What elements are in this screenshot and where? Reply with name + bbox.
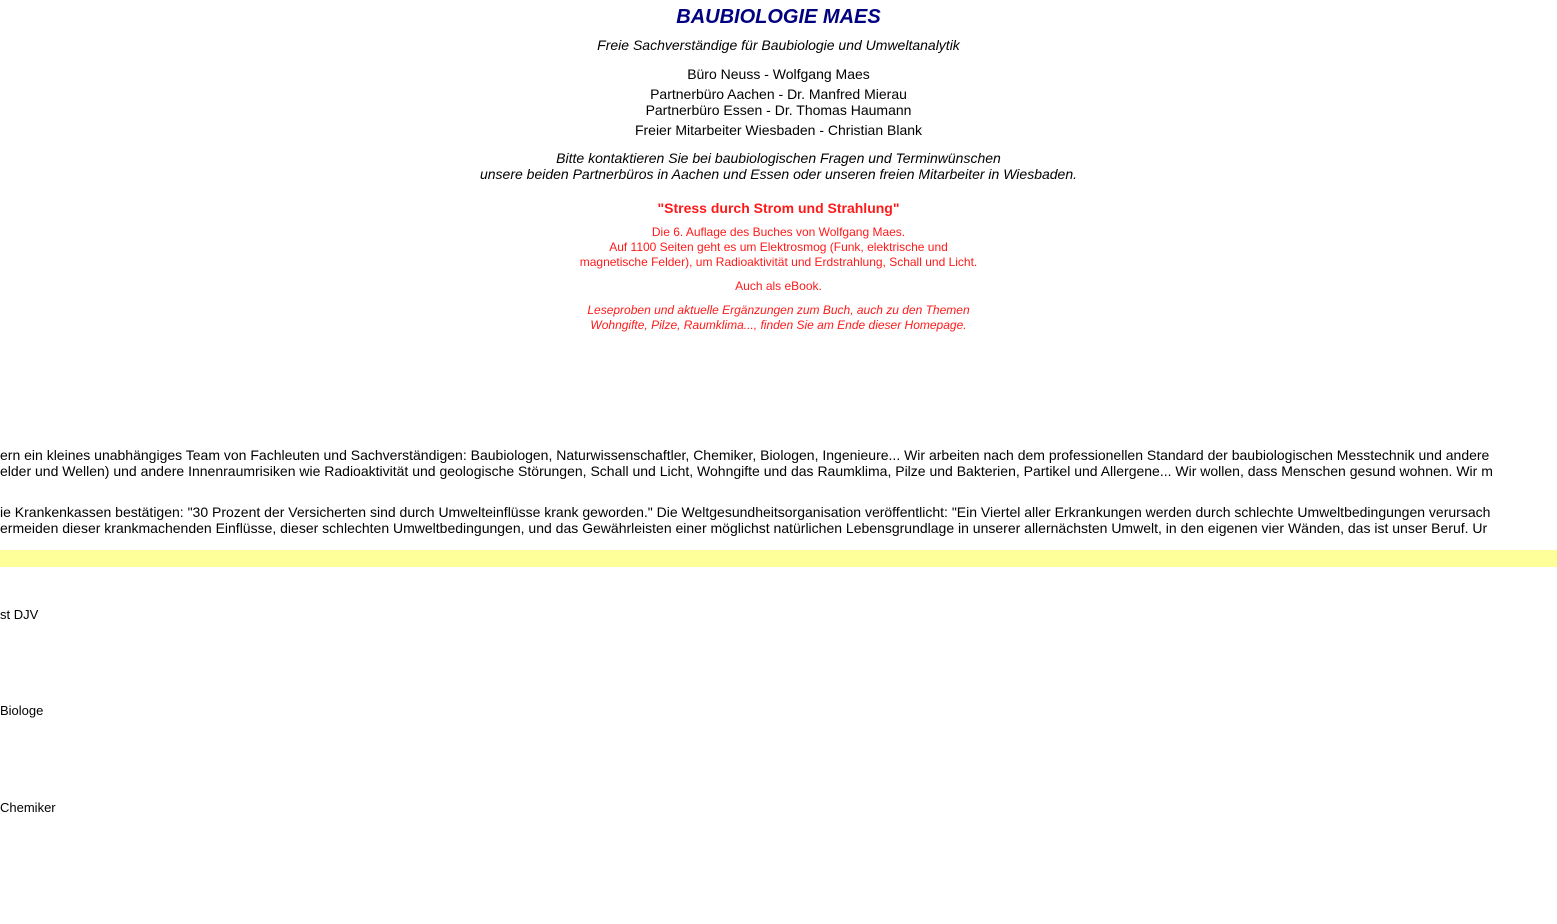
book-title[interactable]: "Stress durch Strom und Strahlung" [657,200,900,216]
highlight-bar [0,550,1557,567]
health-paragraph-line2: ermeiden dieser krankmachenden Einflüsse, dieser schlechten Umweltbedingungen, und das Gewährleisten einer möglichst natürlichen Lebensgrundlage in unserer allernächsten Umwelt, in den eigenen vier Wänden, das ist unser Beruf. Ur [0,520,1488,536]
office-aachen: Partnerbüro Aachen - Dr. Manfred Mierau [650,86,907,102]
book-excerpt-line2[interactable]: Wohngifte, Pilze, Raumklima..., finden Sie am Ende dieser Homepage. [590,318,967,332]
site-title: BAUBIOLOGIE MAES [676,6,881,28]
team-member-label: Chemiker [0,800,56,815]
book-desc-line2: Auf 1100 Seiten geht es um Elektrosmog (Funk, elektrische und [609,240,948,254]
health-paragraph-line1: ie Krankenkassen bestätigen: "30 Prozent der Versicherten sind durch Umwelteinflüsse krank geworden." Die Weltgesundheitsorganisation veröffentlicht: "Ein Viertel aller Erkrankungen werden durch schlechte Umweltbedingungen verursach [0,504,1491,520]
office-neuss: Büro Neuss - Wolfgang Maes [687,66,870,82]
intro-paragraph-line2: elder und Wellen) und andere Innenraumrisiken wie Radioaktivität und geologische Störungen, Schall und Licht, Wohngifte und das Raumklima, Pilze und Bakterien, Partikel und Allergene... Wir wollen, dass Menschen gesund wohnen. Wir m [0,463,1493,479]
office-wiesbaden: Freier Mitarbeiter Wiesbaden - Christian Blank [634,122,923,138]
book-excerpt-line1[interactable]: Leseproben und aktuelle Ergänzungen zum Buch, auch zu den Themen [587,303,970,317]
team-member-label: Biologe [0,703,44,718]
book-desc-line3: magnetische Felder), um Radioaktivität und Erdstrahlung, Schall und Licht. [579,255,978,269]
team-member-label: st DJV [0,607,39,622]
office-essen: Partnerbüro Essen - Dr. Thomas Haumann [645,102,912,118]
site-subtitle: Freie Sachverständige für Baubiologie und Umweltanalytik [597,37,960,53]
book-desc-line1: Die 6. Auflage des Buches von Wolfgang Maes. [651,225,906,239]
intro-paragraph-line1: ern ein kleines unabhängiges Team von Fachleuten und Sachverständigen: Baubiologen, Naturwissenschaftler, Chemiker, Biologen, Ingenieure... Wir arbeiten nach dem professionellen Standard der baubiologischen Messtechnik und andere [0,447,1490,463]
contact-note-line1: Bitte kontaktieren Sie bei baubiologischen Fragen und Terminwünschen [556,150,1001,166]
contact-note-line2: unsere beiden Partnerbüros in Aachen und Essen oder unseren freien Mitarbeiter in Wiesbaden. [479,166,1078,182]
book-ebook-note[interactable]: Auch als eBook. [735,279,822,293]
